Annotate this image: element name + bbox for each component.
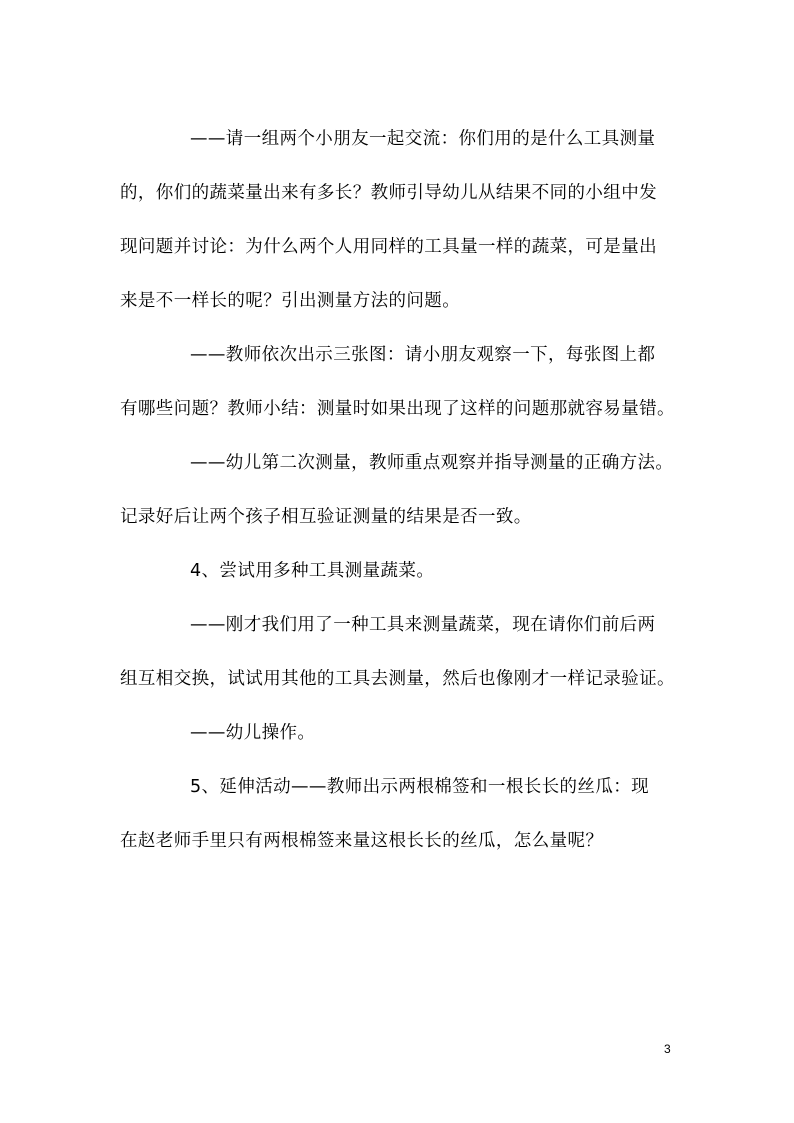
page-content (120, 112, 680, 868)
paragraph-line-1: ——请一组两个小朋友一起交流：你们用的是什么工具测量 (190, 129, 656, 149)
section-heading-4: 4、尝试用多种工具测量蔬菜。 (190, 561, 435, 581)
paragraph-line-10: ——刚才我们用了一种工具来测量蔬菜，现在请你们前后两 (190, 615, 656, 635)
paragraph-line-7: ——幼儿第二次测量，教师重点观察并指导测量的正确方法。 (190, 453, 674, 473)
paragraph-line-3: 现问题并讨论：为什么两个人用同样的工具量一样的蔬菜，可是量出 (120, 237, 657, 257)
paragraph-line-5: ——教师依次出示三张图：请小朋友观察一下，每张图上都 (190, 345, 656, 365)
paragraph-line-2: 的，你们的蔬菜量出来有多长？教师引导幼儿从结果不同的小组中发 (120, 183, 657, 203)
paragraph-line-14: 在赵老师手里只有两根棉签来量这根长长的丝瓜，怎么量呢？ (120, 831, 604, 851)
page-number: 3 (664, 1042, 671, 1056)
section-heading-5: 5、延伸活动——教师出示两根棉签和一根长长的丝瓜：现 (190, 777, 650, 797)
paragraph-line-8: 记录好后让两个孩子相互验证测量的结果是否一致。 (120, 507, 532, 527)
paragraph-line-6: 有哪些问题？教师小结：测量时如果出现了这样的问题那就容易量错。 (120, 399, 675, 419)
paragraph-line-11: 组互相交换，试试用其他的工具去测量，然后也像刚才一样记录验证。 (120, 669, 675, 689)
paragraph-line-4: 来是不一样长的呢？引出测量方法的问题。 (120, 291, 461, 311)
paragraph-line-12: ——幼儿操作。 (190, 723, 316, 743)
